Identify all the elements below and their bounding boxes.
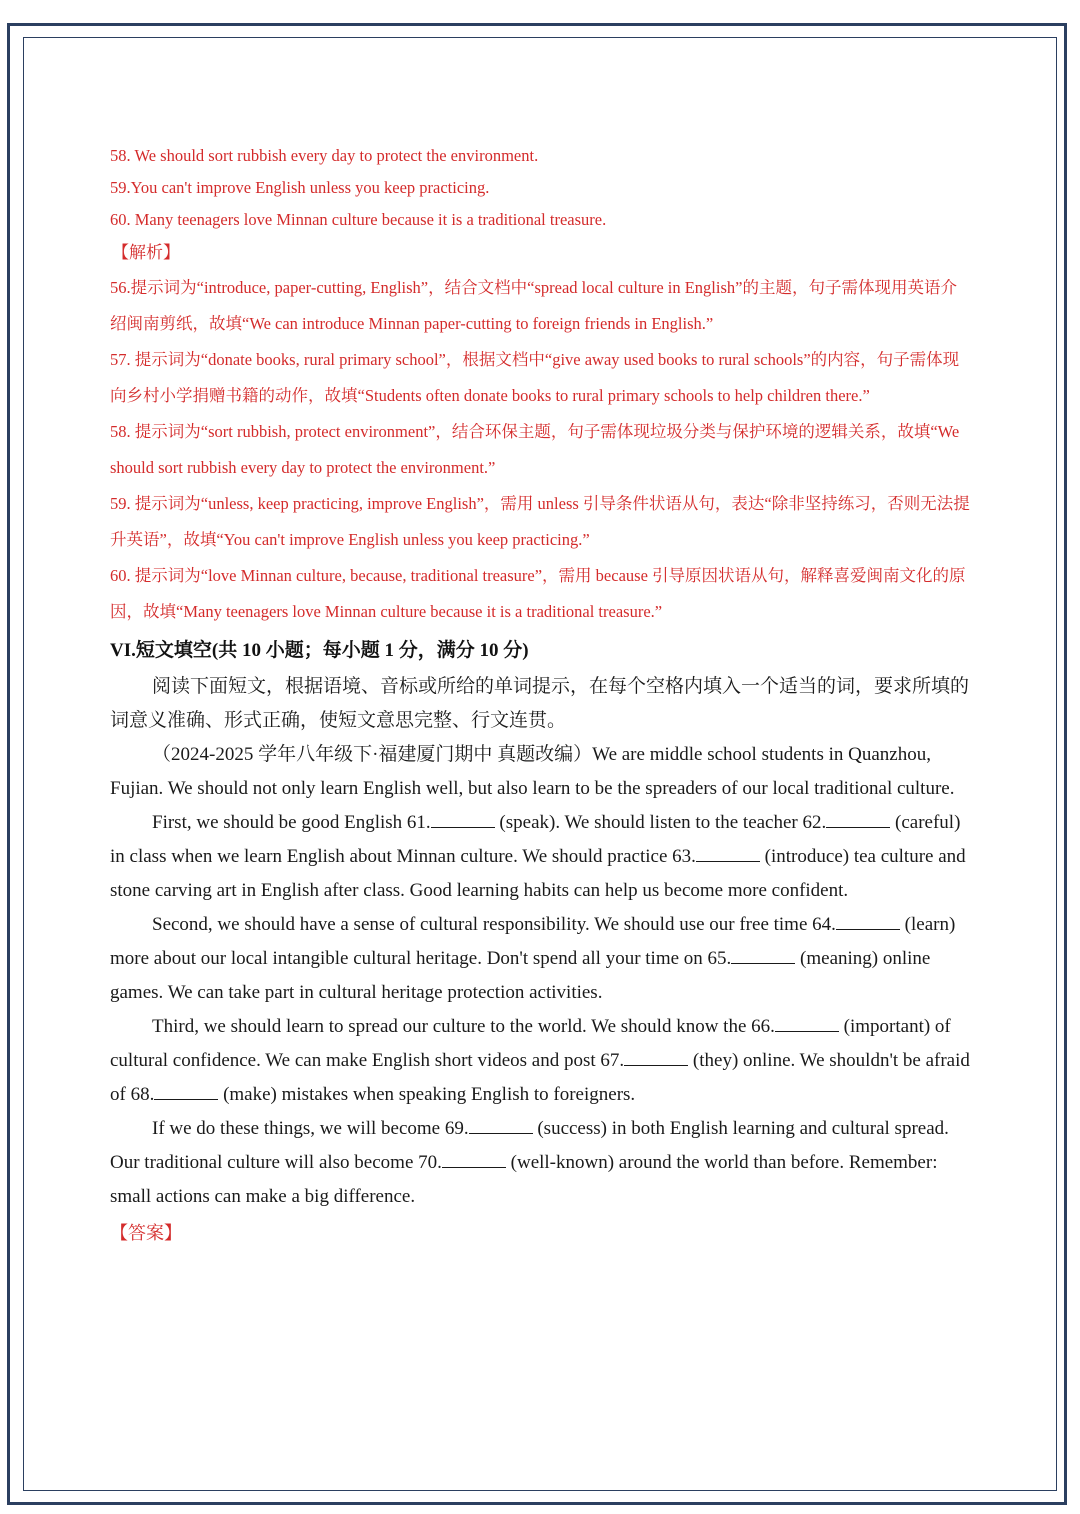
blank-65[interactable] [731, 945, 795, 964]
text-segment: (make) mistakes when speaking English to foreigners. [218, 1084, 636, 1105]
text-segment: (introduce) tea culture and stone carving art in English after class. Good learning habits can help us become more confident. [110, 846, 966, 901]
blank-62[interactable] [826, 809, 890, 828]
answer-58: 58. We should sort rubbish every day to protect the environment. [110, 146, 539, 165]
explanation-58: 58. 提示词为“sort rubbish, protect environment”，结合环保主题，句子需体现垃圾分类与保护环境的逻辑关系，故填“We should sort rubbish every day to protect the environment.” [110, 422, 960, 477]
explanations [110, 270, 972, 630]
section-title: VI.短文填空(共 10 小题；每小题 1 分，满分 10 分) [110, 640, 529, 661]
blank-67[interactable] [624, 1047, 688, 1066]
blank-68[interactable] [154, 1081, 218, 1100]
blank-69[interactable] [469, 1115, 533, 1134]
answer-59: 59.You can't improve English unless you keep practicing. [110, 178, 490, 197]
document-body [110, 140, 972, 1250]
text-segment: (success) in both English learning and cultural spread. Our traditional culture will also become 70. [110, 1118, 949, 1173]
explanation-56: 56.提示词为“introduce, paper-cutting, English”，结合文档中“spread local culture in English”的主题，句子需体现用英语介绍闽南剪纸，故填“We can introduce Minnan paper-cutting to foreign friends in English.” [110, 278, 957, 333]
text-segment: (careful) in class when we learn English about Minnan culture. We should practice 63. [110, 812, 961, 867]
text-segment: (well-known) around the world than before. Remember: small actions can make a big difference. [110, 1152, 938, 1207]
passage-paragraph-2 [110, 806, 972, 908]
passage-paragraph-4 [110, 1010, 972, 1112]
text-segment: Second, we should have a sense of cultural responsibility. We should use our free time 64. [152, 914, 836, 935]
blank-63[interactable] [696, 843, 760, 862]
blank-61[interactable] [431, 809, 495, 828]
explanation-57: 57. 提示词为“donate books, rural primary school”，根据文档中“give away used books to rural schools”的内容，句子需体现向乡村小学捐赠书籍的动作，故填“Students often donate books to rural primary schools to help children there.” [110, 350, 960, 405]
passage-paragraph-5 [110, 1112, 972, 1214]
text-segment: (meaning) online games. We can take part in cultural heritage protection activities. [110, 948, 931, 1003]
instructions: 阅读下面短文，根据语境、音标或所给的单词提示，在每个空格内填入一个适当的词，要求所填的词意义准确、形式正确，使短文意思完整、行文连贯。 [110, 676, 970, 731]
text-segment: (speak). We should listen to the teacher 62. [494, 812, 827, 833]
passage [110, 738, 972, 1214]
text-segment: (learn) more about our local intangible cultural heritage. Don't spend all your time on 65. [110, 914, 956, 969]
text-segment: If we do these things, we will become 69. [152, 1118, 469, 1139]
text-segment: (important) of cultural confidence. We can make English short videos and post 67. [110, 1016, 951, 1071]
analysis-tag: 【解析】 [112, 243, 180, 262]
passage-paragraph-1: （2024-2025 学年八年级下·福建厦门期中 真题改编）We are middle school students in Quanzhou, Fujian. We should not only learn English well, but also learn to be the spreaders of our local traditional culture. [110, 744, 955, 799]
previous-answers [110, 140, 972, 236]
passage-paragraph-3 [110, 908, 972, 1010]
blank-64[interactable] [836, 911, 900, 930]
text-segment: Third, we should learn to spread our culture to the world. We should know the 66. [152, 1016, 775, 1037]
explanation-60: 60. 提示词为“love Minnan culture, because, traditional treasure”，需用 because 引导原因状语从句，解释喜爱闽南文化的原因，故填“Many teenagers love Minnan culture because it is a traditional treasure.” [110, 566, 966, 621]
blank-66[interactable] [775, 1013, 839, 1032]
text-segment: (they) online. We shouldn't be afraid of 68. [110, 1050, 970, 1105]
answer-60: 60. Many teenagers love Minnan culture because it is a traditional treasure. [110, 210, 607, 229]
blank-70[interactable] [442, 1149, 506, 1168]
text-segment: First, we should be good English 61. [152, 812, 431, 833]
explanation-59: 59. 提示词为“unless, keep practicing, improve English”，需用 unless 引导条件状语从句，表达“除非坚持练习，否则无法提升英语”，故填“You can't improve English unless you keep practicing.” [110, 494, 970, 549]
answer-tag: 【答案】 [110, 1223, 182, 1243]
